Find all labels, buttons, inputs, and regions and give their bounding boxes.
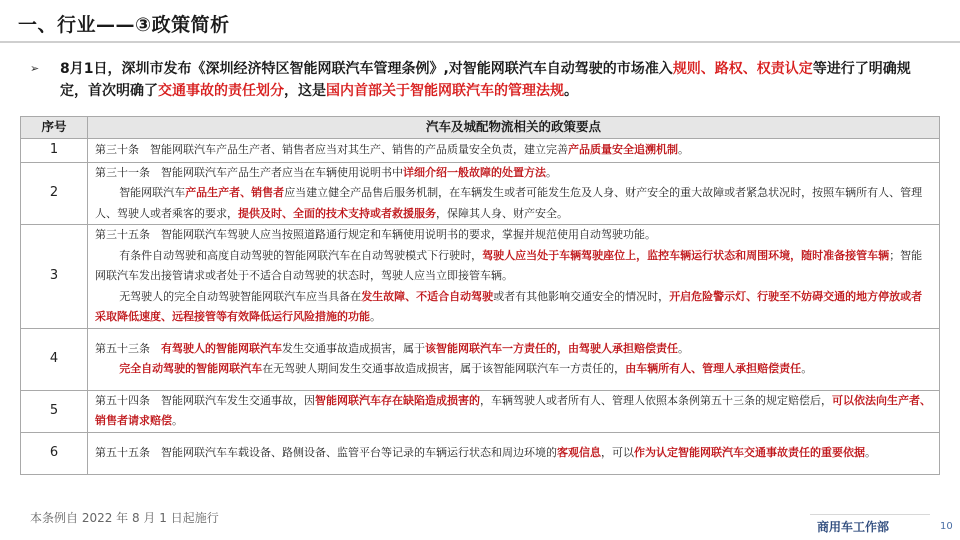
- policy-paragraph: [95, 246, 931, 287]
- policy-table: [20, 116, 940, 475]
- policy-highlight: 产品质量安全追溯机制: [568, 143, 678, 156]
- policy-text: [88, 432, 940, 474]
- policy-segment: 应当建立健全产品售后服务机制，在车辆发生或者可能发生危及人身、财产安全的重大故障或者紧急状况时，按照车辆所有人、管理人、驾驶人或者乘客的要求，: [95, 186, 923, 220]
- policy-highlight: 提供及时、全面的技术支持或者救援服务: [238, 206, 436, 220]
- policy-highlight: 驾驶人应当处于车辆驾驶座位上，监控车辆运行状态和周围环境，随时准备接管车辆: [482, 248, 890, 262]
- header-policy: 汽车及城配物流相关的政策要点: [88, 117, 940, 139]
- page-title: 一、行业——③政策简析: [18, 14, 230, 36]
- policy-paragraph: [95, 359, 931, 380]
- policy-segment: 。: [546, 165, 557, 179]
- policy-segment: 第五十三条: [95, 341, 161, 355]
- policy-highlight: 开启危险警示灯、行驶至不妨碍交通的地方停放或者采取降低速度、远程接管等有效降低运行风险措施的功能: [95, 289, 923, 323]
- summary-highlight: 规则、路权、权责认定: [672, 61, 813, 77]
- arrow-bullet-icon: ➢: [30, 62, 40, 75]
- policy-segment: 第五十五条 智能网联汽车车载设备、路侧设备、监管平台等记录的车辆运行状态和周边环境的: [95, 445, 557, 459]
- policy-text: [88, 390, 940, 432]
- row-number: 5: [21, 390, 88, 432]
- policy-highlight: 详细介绍一般故障的处置方法: [403, 165, 546, 179]
- policy-paragraph: [95, 391, 931, 432]
- policy-text: [88, 225, 940, 329]
- row-number: 6: [21, 432, 88, 474]
- policy-highlight: 客观信息: [557, 445, 601, 459]
- policy-segment: 。: [172, 414, 183, 427]
- policy-segment: 第三十一条 智能网联汽车产品生产者应当在车辆使用说明书中: [95, 165, 403, 179]
- table-row: [21, 225, 940, 329]
- summary-text: 8月1日，深圳市发布《深圳经济特区智能网联汽车管理条例》,对智能网联汽车自动驾驶的市场准入: [60, 61, 673, 77]
- row-number: 1: [21, 139, 88, 163]
- summary-highlight: 国内首部关于智能网联汽车的管理法规: [326, 83, 564, 99]
- policy-paragraph: [95, 140, 931, 161]
- policy-highlight: 发生故障、不适合自动驾驶: [361, 289, 494, 303]
- policy-segment: 智能网联汽车: [119, 186, 186, 199]
- summary-text: 等进行了明确规定，首次明确了: [60, 61, 911, 99]
- table-row: [21, 432, 940, 474]
- table-row: [21, 328, 940, 390]
- policy-segment: 。: [678, 341, 689, 355]
- policy-segment: 或者有其他影响交通安全的情况时，: [493, 289, 670, 303]
- policy-segment: ，保障其人身、财产安全。: [436, 206, 568, 220]
- footer-divider: [810, 514, 930, 515]
- table-header-row: [21, 117, 940, 139]
- policy-highlight: 智能网联汽车存在缺陷造成损害的: [315, 393, 480, 407]
- policy-paragraph: [95, 287, 931, 328]
- policy-highlight: 该智能网联汽车一方责任的，由驾驶人承担赔偿责任: [425, 341, 678, 355]
- table-body: [21, 139, 940, 475]
- policy-segment: 第三十条 智能网联汽车产品生产者、销售者应当对其生产、销售的产品质量安全负责，建立完善: [95, 143, 568, 156]
- header-seq: 序号: [21, 117, 88, 139]
- summary-paragraph: [30, 58, 934, 102]
- summary-text: 。: [564, 83, 578, 99]
- policy-segment: 。: [865, 445, 876, 459]
- row-number: 3: [21, 225, 88, 329]
- policy-segment: ；智能网联汽车发出接管请求或者处于不适合自动驾驶的状态时，驾驶人应当立即接管车辆。: [95, 248, 923, 282]
- policy-segment: ，车辆驾驶人或者所有人、管理人依照本条例第五十三条的规定赔偿后，: [480, 393, 832, 407]
- policy-highlight: 产品生产者、销售者: [185, 186, 285, 199]
- policy-segment: 第三十五条 智能网联汽车驾驶人应当按照道路通行规定和车辆使用说明书的要求，掌握并规范使用自动驾驶功能。: [95, 228, 656, 241]
- policy-highlight: 完全自动驾驶的智能网联汽车: [119, 362, 263, 375]
- policy-paragraph: [95, 225, 931, 246]
- policy-highlight: 作为认定智能网联汽车交通事故责任的重要依据: [634, 445, 865, 459]
- policy-segment: 有条件自动驾驶和高度自动驾驶的智能网联汽车在自动驾驶模式下行驶时，: [119, 248, 483, 262]
- policy-text: [88, 328, 940, 390]
- policy-segment: 。: [370, 310, 381, 323]
- policy-highlight: 有驾驶人的智能网联汽车: [161, 341, 282, 355]
- policy-paragraph: [95, 443, 931, 464]
- department-label: 商用车工作部: [817, 520, 890, 534]
- policy-highlight: 由车辆所有人、管理人承担赔偿责任: [625, 362, 802, 375]
- policy-text: [88, 162, 940, 225]
- row-number: 4: [21, 328, 88, 390]
- policy-text: [88, 139, 940, 163]
- summary-highlight: 交通事故的责任划分: [158, 83, 284, 99]
- policy-paragraph: [95, 183, 931, 224]
- row-number: 2: [21, 162, 88, 225]
- policy-segment: ，可以: [601, 445, 634, 459]
- policy-segment: 发生交通事故造成损害，属于: [282, 341, 425, 355]
- table-row: [21, 162, 940, 225]
- policy-segment: 第五十四条 智能网联汽车发生交通事故，因: [95, 393, 315, 407]
- table-row: [21, 139, 940, 163]
- summary-text: ，这是: [284, 83, 326, 99]
- policy-paragraph: [95, 163, 931, 184]
- effective-date-note: 本条例自 2022 年 8 月 1 日起施行: [30, 511, 219, 525]
- title-divider: [0, 41, 960, 43]
- policy-highlight: 可以依法向生产者、销售者请求赔偿: [95, 393, 931, 427]
- policy-paragraph: [95, 339, 931, 360]
- policy-segment: 。: [678, 143, 689, 156]
- policy-segment: 无驾驶人的完全自动驾驶智能网联汽车应当具备在: [119, 289, 362, 303]
- table-row: [21, 390, 940, 432]
- page-number: 10: [940, 521, 953, 532]
- policy-segment: 。: [801, 362, 813, 375]
- policy-segment: 在无驾驶人期间发生交通事故造成损害，属于该智能网联汽车一方责任的，: [262, 362, 626, 375]
